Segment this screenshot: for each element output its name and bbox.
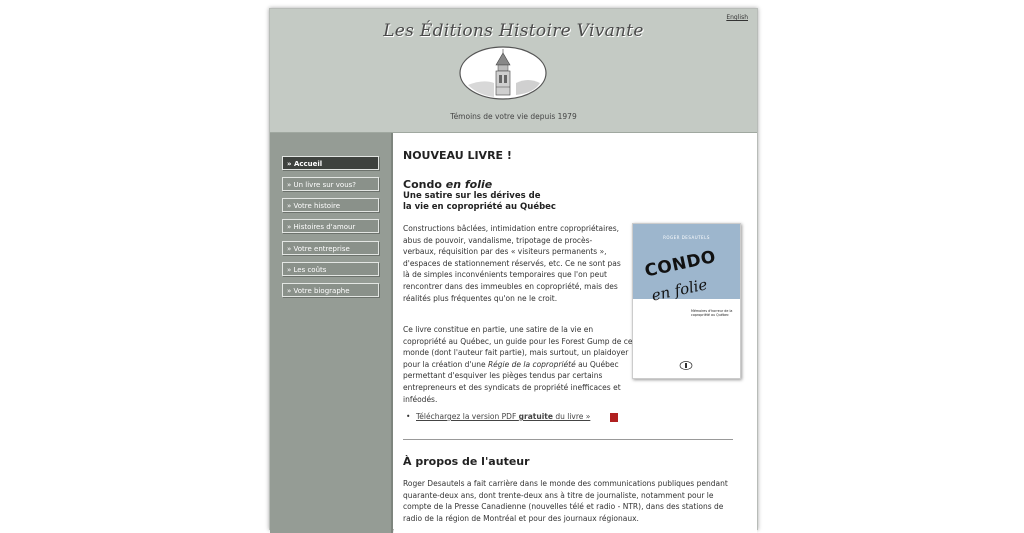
description-text-b: au Québec permettant d'esquiver les pièges tendus par certains entrepreneurs et des syndicats de propriété inefficaces et inféodés. <box>403 359 621 404</box>
nav-item-votre-histoire[interactable]: » Votre histoire <box>282 198 379 212</box>
cover-title-1: CONDO <box>643 246 718 282</box>
cover-author: ROGER DESAUTELS <box>663 235 710 240</box>
book-subtitle <box>403 191 603 213</box>
gazebo-logo-icon[interactable] <box>458 45 548 101</box>
subtitle-line-1: Une satire sur les dérives de <box>403 191 541 201</box>
about-heading: À propos de l'auteur <box>403 455 530 468</box>
page-heading: NOUVEAU LIVRE ! <box>403 149 512 162</box>
intro-paragraph: Constructions bâclées, intimidation entre copropriétaires, abus de pouvoir, vandalisme, tripotage de procès-verbaux, réquisition par des « visiteurs permanents », d'espaces de stationnement réservés, etc. Ce ne sont pas là de simples inconvénients temporaires que l'on peut rencontrer dans des immeubles en copropriété, mais des réalités plus fréquentes qu'on ne le croit. <box>403 224 621 303</box>
main-content <box>394 133 757 533</box>
book-cover-image[interactable] <box>632 223 741 379</box>
nav-item-votre-biographe[interactable]: » Votre biographe <box>282 283 379 297</box>
description-text-a: Ce livre constitue en partie, une satire de la vie en copropriété au Québec, un guide pour les Forest Gump de ce monde (dont l'auteur fait partie), mais surtout, un plaidoyer pour la création d'une <box>403 325 633 369</box>
sidebar-nav <box>270 133 393 533</box>
book-title <box>403 178 492 191</box>
tagline: Témoins de votre vie depuis 1979 <box>450 112 577 121</box>
subtitle-line-2: la vie en copropriété au Québec <box>403 202 556 212</box>
download-pdf-link[interactable] <box>416 412 590 421</box>
site-header <box>270 9 757 133</box>
book-title-italic: en folie <box>445 178 493 191</box>
cover-title-2: en folie <box>650 275 709 305</box>
nav-item-histoires-amour[interactable]: » Histoires d'amour <box>282 219 379 233</box>
book-title-main: Condo <box>403 178 446 191</box>
cover-description: Mémoires d'horreur de la copropriété au Québec <box>691 309 733 318</box>
nav-item-les-couts[interactable]: » Les coûts <box>282 262 379 276</box>
download-text-b: du livre » <box>552 412 591 421</box>
download-bullet: • <box>406 412 411 421</box>
download-line <box>416 412 590 421</box>
site-title[interactable]: Les Éditions Histoire Vivante <box>383 21 644 41</box>
section-divider <box>403 439 733 440</box>
download-text-bold: gratuite <box>518 412 553 421</box>
publisher-logo-icon <box>679 361 693 370</box>
page-container <box>269 8 758 530</box>
download-text-a: Téléchargez la version PDF <box>416 412 519 421</box>
description-paragraph <box>403 324 633 405</box>
description-italic: Régie de la copropriété <box>487 359 576 369</box>
nav-item-accueil[interactable]: » Accueil <box>282 156 379 170</box>
language-link[interactable]: English <box>726 14 748 21</box>
nav-item-un-livre-sur-vous[interactable]: » Un livre sur vous? <box>282 177 379 191</box>
nav-item-votre-entreprise[interactable]: » Votre entreprise <box>282 241 379 255</box>
about-paragraph: Roger Desautels a fait carrière dans le monde des communications publiques pendant quarante-deux ans, dont trente-deux ans à titre de journaliste, notamment pour le compte de la Presse Canadienne (nouvelles télé et radio - NTR), dans des stations de radio de la région de Montréal et pour des journaux régionaux. <box>403 479 728 523</box>
pdf-icon[interactable] <box>610 413 618 422</box>
